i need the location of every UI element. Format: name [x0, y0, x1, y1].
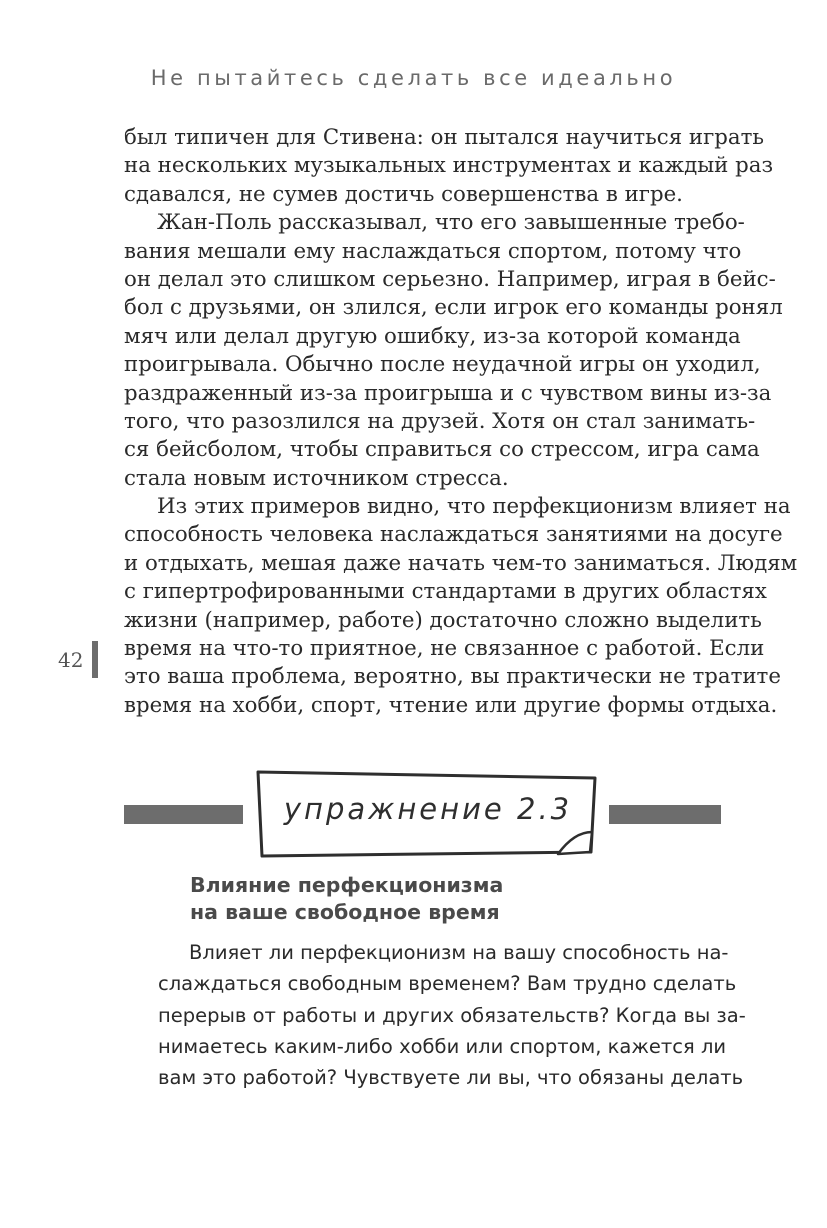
body-line: время на что-то приятное, не связанное с работой. Если	[124, 636, 765, 662]
body-line: время на хобби, спорт, чтение или другие формы отдыха.	[124, 692, 778, 718]
exercise-line: вам это работой? Чувствуете ли вы, что обязаны делать	[158, 1066, 744, 1090]
page-number: 42	[58, 648, 84, 672]
exercise-title-line: Влияние перфекционизма	[190, 873, 504, 897]
body-line: бол с друзьями, он злился, если игрок его команды ронял	[124, 295, 783, 321]
body-line: он делал это слишком серьезно. Например, играя в бейс-	[124, 266, 776, 292]
body-line: и отдыхать, мешая даже начать чем-то заниматься. Людям	[124, 550, 798, 576]
body-line: способность человека наслаждаться занятиями на досуге	[124, 522, 783, 548]
page-marker-bar	[92, 641, 98, 678]
exercise-rule-right	[609, 805, 721, 824]
body-line: Жан-Поль рассказывал, что его завышенные требо-	[157, 210, 745, 236]
body-line: был типичен для Стивена: он пытался научиться играть	[124, 125, 764, 150]
exercise-title	[190, 872, 721, 926]
body-line: жизни (например, работе) достаточно сложно выделить	[124, 607, 762, 633]
body-line: с гипертрофированными стандартами в других областях	[124, 579, 767, 605]
body-line: сдавался, не сумев достичь совершенства в игре.	[124, 181, 683, 207]
running-head: Не пытайтесь сделать все идеально	[150, 66, 677, 90]
exercise-line: Влияет ли перфекционизм на вашу способность на-	[189, 941, 729, 964]
exercise-text	[158, 937, 746, 1093]
body-line: проигрывала. Обычно после неудачной игры он уходил,	[124, 352, 761, 378]
body-line: Из этих примеров видно, что перфекционизм влияет на	[157, 494, 791, 520]
body-line: мяч или делал другую ошибку, из-за которой команда	[124, 323, 741, 349]
exercise-line: нимаетесь каким-либо хобби или спортом, кажется ли	[158, 1034, 727, 1058]
body-line: это ваша проблема, вероятно, вы практически не тратите	[124, 664, 781, 690]
exercise-title-line: на ваше свободное время	[190, 900, 500, 924]
exercise-line: слаждаться свободным временем? Вам трудно сделать	[158, 972, 737, 996]
body-line: того, что разозлился на друзей. Хотя он стал занимать-	[124, 408, 756, 434]
body-line: раздраженный из-за проигрыша и с чувством вины из-за	[124, 380, 772, 406]
exercise-label: упражнение 2.3	[283, 792, 573, 826]
body-line: стала новым источником стресса.	[124, 465, 509, 491]
body-line: ся бейсболом, чтобы справиться со стрессом, игра сама	[124, 437, 760, 463]
body-line: на нескольких музыкальных инструментах и каждый раз	[124, 153, 774, 179]
body-text	[124, 124, 798, 720]
exercise-rule-left	[124, 805, 243, 824]
exercise-line: перерыв от работы и других обязательств? Когда вы за-	[158, 1003, 746, 1027]
body-line: вания мешали ему наслаждаться спортом, потому что	[124, 238, 742, 264]
